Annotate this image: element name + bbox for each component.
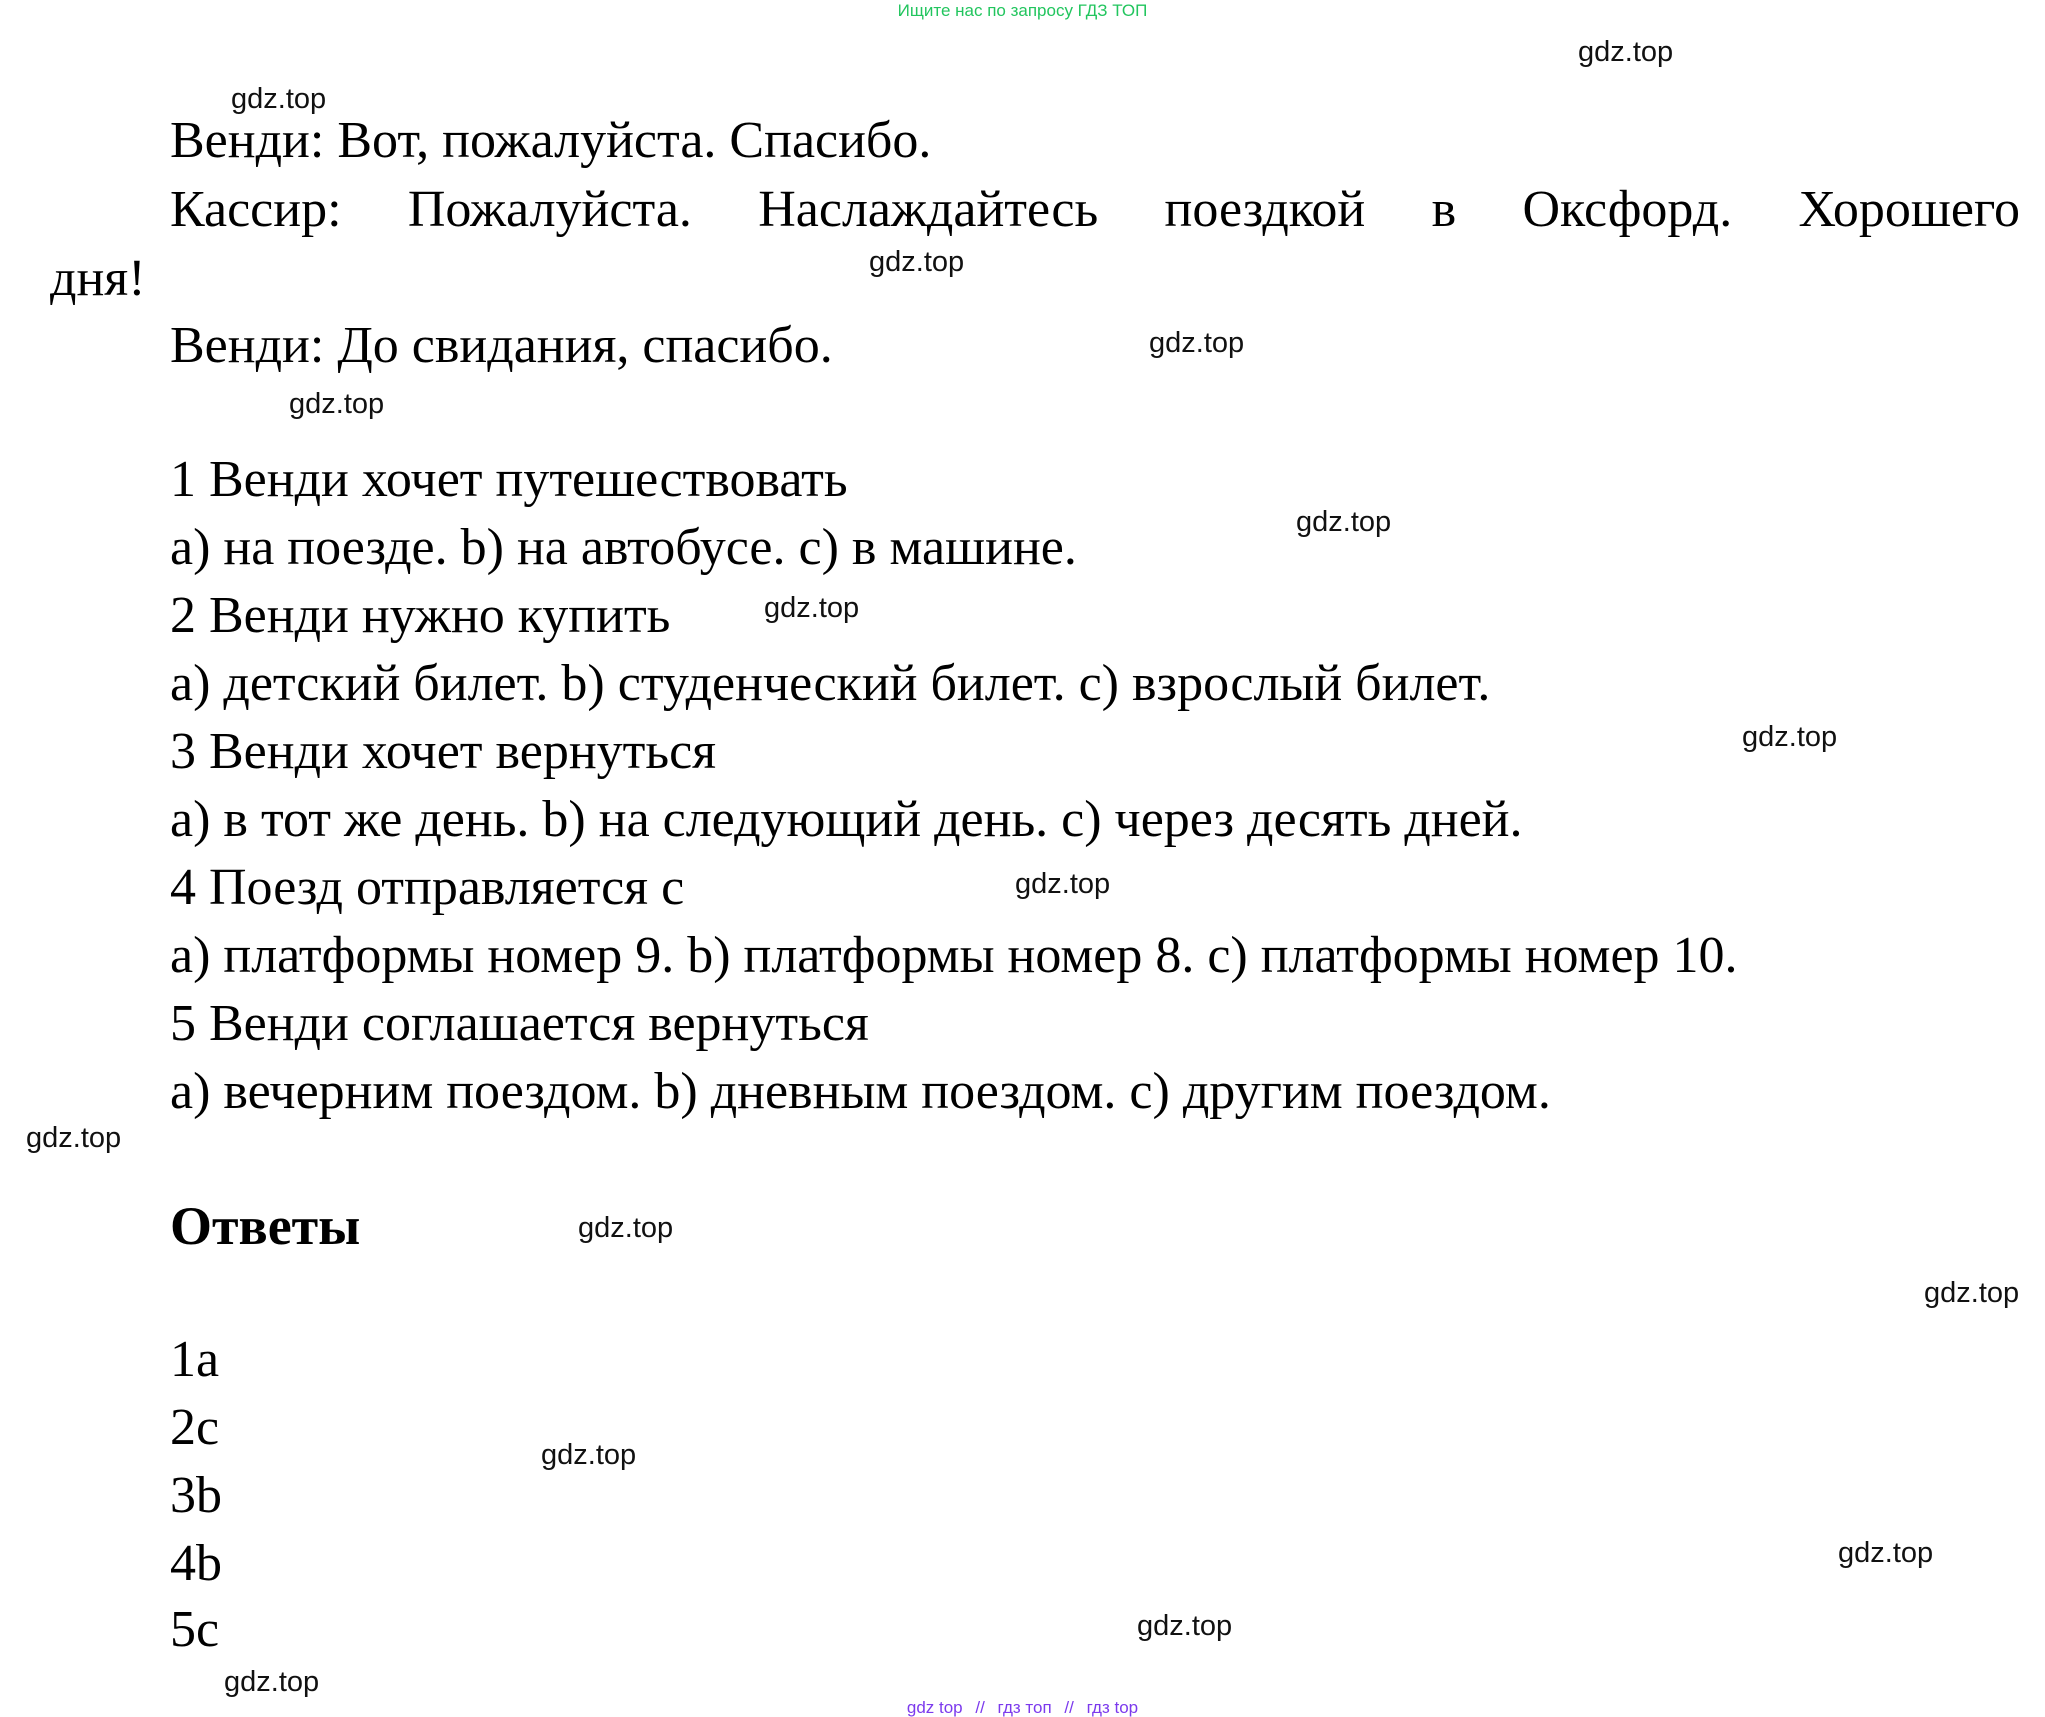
question-options: a) вечерним поездом. b) дневным поездом. c) другим поездом. (170, 1063, 1551, 1120)
footer-separator: // (975, 1698, 985, 1717)
watermark: gdz.top (1742, 721, 1838, 753)
watermark: gdz.top (26, 1122, 122, 1154)
watermark: gdz.top (224, 1666, 320, 1698)
watermark: gdz.top (869, 246, 965, 278)
answers-heading: Ответы (170, 1196, 361, 1256)
dialogue-line: дня! (50, 250, 146, 307)
footer-links (0, 1698, 2045, 1717)
footer-link[interactable]: гдз top (1086, 1698, 1139, 1717)
watermark: gdz.top (1015, 868, 1111, 900)
watermark: gdz.top (1838, 1537, 1934, 1569)
answer-item: 5c (170, 1601, 220, 1658)
question-options: a) платформы номер 9. b) платформы номер 8. c) платформы номер 10. (170, 927, 1738, 984)
answer-item: 2c (170, 1399, 220, 1456)
footer-link[interactable]: гдз топ (997, 1698, 1052, 1717)
question-prompt: 5 Венди соглашается вернуться (170, 995, 869, 1052)
question-options: a) в тот же день. b) на следующий день. c) через десять дней. (170, 791, 1523, 848)
question-prompt: 4 Поезд отправляется с (170, 859, 685, 916)
question-options: a) детский билет. b) студенческий билет. c) взрослый билет. (170, 655, 1491, 712)
dialogue-line: Кассир: Пожалуйста. Наслаждайтесь поездкой в Оксфорд. Хорошего (170, 181, 2020, 238)
footer-link[interactable]: gdz top (906, 1698, 963, 1717)
answer-item: 4b (170, 1535, 222, 1592)
watermark: gdz.top (764, 592, 860, 624)
question-prompt: 3 Венди хочет вернуться (170, 723, 717, 780)
watermark: gdz.top (1578, 36, 1674, 68)
dialogue-line: Венди: До свидания, спасибо. (170, 317, 833, 374)
dialogue-line: Венди: Вот, пожалуйста. Спасибо. (170, 112, 932, 169)
answer-item: 3b (170, 1467, 222, 1524)
search-banner[interactable]: Ищите нас по запросу ГДЗ ТОП (897, 1, 1148, 20)
watermark: gdz.top (1149, 327, 1245, 359)
watermark: gdz.top (289, 388, 385, 420)
question-prompt: 1 Венди хочет путешествовать (170, 451, 848, 508)
question-options: a) на поезде. b) на автобусе. c) в машине. (170, 519, 1077, 576)
watermark: gdz.top (1137, 1610, 1233, 1642)
watermark: gdz.top (231, 83, 327, 115)
question-prompt: 2 Венди нужно купить (170, 587, 671, 644)
answer-item: 1a (170, 1331, 220, 1388)
watermark: gdz.top (1296, 506, 1392, 538)
watermark: gdz.top (1924, 1277, 2020, 1309)
watermark: gdz.top (578, 1212, 674, 1244)
watermark: gdz.top (541, 1439, 637, 1471)
footer-separator: // (1064, 1698, 1074, 1717)
